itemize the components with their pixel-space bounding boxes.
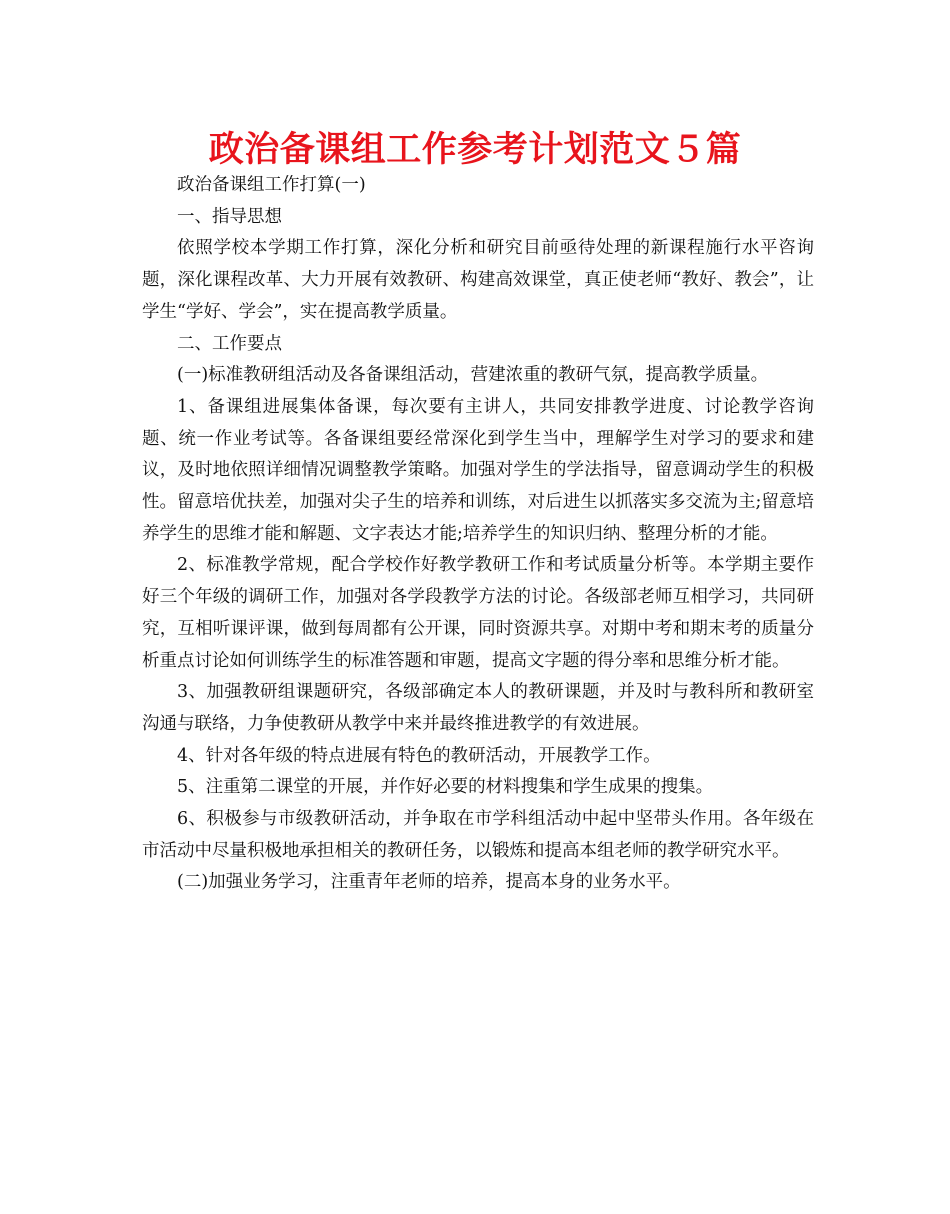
list-item: 1、备课组进展集体备课，每次要有主讲人，共同安排教学进度、讨论教学咨询题、统一作业考试等。各备课组要经常深化到学生当中，理解学生对学习的要求和建议，及时地依照详细情况调整教学策略。加强对学生的学法指导，留意调动学生的积极性。留意培优扶差，加强对尖子生的培养和训练，对后进生以抓落实多交流为主;留意培养学生的思维才能和解题、文字表达才能;培养学生的知识归纳、整理分析的才能。 [142, 396, 814, 544]
paragraph: (二)加强业务学习，注重青年老师的培养，提高本身的业务水平。 [177, 872, 681, 893]
document-body [142, 170, 814, 899]
list-item: 3、加强教研组课题研究，各级部确定本人的教研课题，并及时与教科所和教研室沟通与联络，力争使教研从教学中来并最终推进教学的有效进展。 [142, 682, 814, 734]
list-item: 6、积极参与市级教研活动，并争取在市学科组活动中起中坚带头作用。各年级在市活动中尽量积极地承担相关的教研任务，以锻炼和提高本组老师的教学研究水平。 [142, 809, 814, 861]
document-title: 政治备课组工作参考计划范文５篇 [208, 130, 742, 170]
paragraph: 依照学校本学期工作打算，深化分析和研究目前亟待处理的新课程施行水平咨询题，深化课程改革、大力开展有效教研、构建高效课堂，真正使老师“教好、教会”，让学生“学好、学会”，实在提高教学质量。 [142, 238, 814, 322]
list-item: 2、标准教学常规，配合学校作好教学教研工作和考试质量分析等。本学期主要作好三个年级的调研工作，加强对各学段教学方法的讨论。各级部老师互相学习，共同研究，互相听课评课，做到每周都有公开课，同时资源共享。对期中考和期末考的质量分析重点讨论如何训练学生的标准答题和审题，提高文字题的得分率和思维分析才能。 [142, 555, 814, 671]
subheading-guiding-ideology: 一、指导思想 [177, 206, 282, 227]
list-item: 4、针对各年级的特点进展有特色的教研活动，开展教学工作。 [177, 745, 661, 766]
section-heading: 政治备课组工作打算(一) [177, 175, 366, 195]
paragraph: (一)标准教研组活动及各备课组活动，营建浓重的教研气氛，提高教学质量。 [177, 365, 769, 386]
list-item: 5、注重第二课堂的开展，并作好必要的材料搜集和学生成果的搜集。 [177, 777, 714, 798]
subheading-work-points: 二、工作要点 [177, 333, 282, 354]
